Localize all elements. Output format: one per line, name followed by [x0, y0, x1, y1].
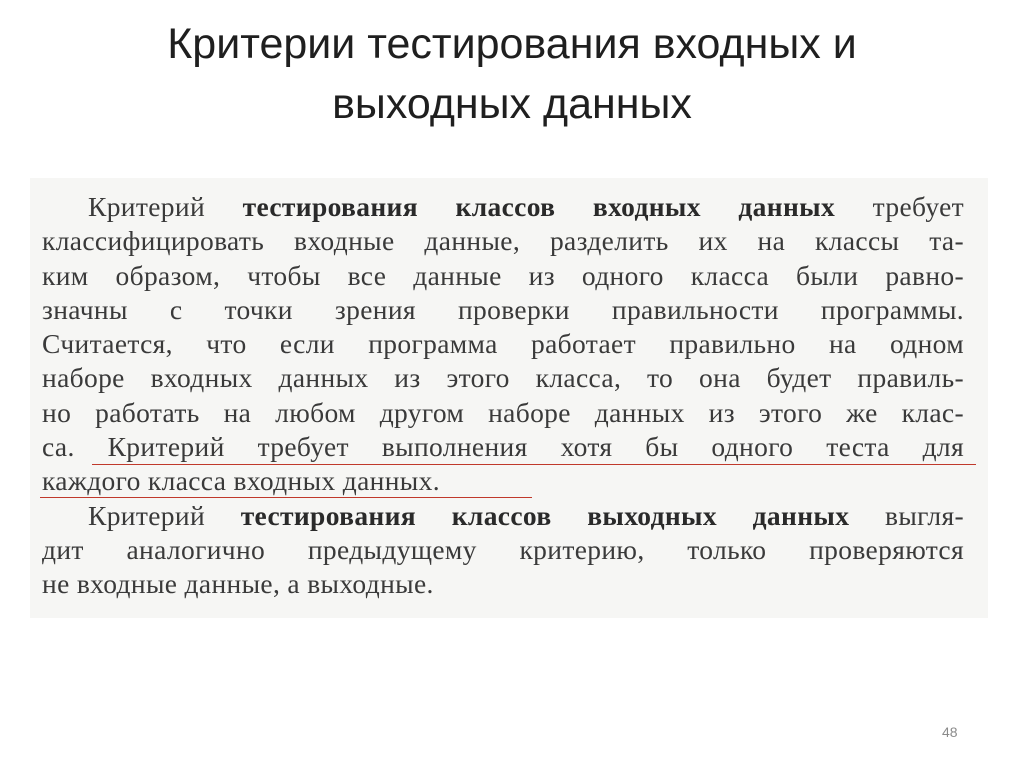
paragraph-1-line-8: са. Критерий требует выполнения хотя бы одного теста для — [42, 431, 964, 463]
scanned-text-block — [42, 190, 964, 602]
slide-title-line-1: Критерии тестирования входных и — [167, 20, 857, 68]
paragraph-2-line-3: не входные данные, а выходные. — [42, 568, 434, 600]
paragraph-2-term: тестирования классов выходных данных — [240, 499, 850, 531]
paragraph-1-line-9: каждого класса входных данных. — [42, 465, 440, 497]
paragraph-1-line-5: Считается, что если программа работает правильно на одном — [42, 328, 964, 360]
red-underline-1 — [92, 464, 976, 465]
paragraph-1-intro: Критерий — [88, 191, 243, 222]
paragraph-2-line-1-end: выгля- — [849, 499, 964, 531]
red-underline-2 — [40, 497, 532, 498]
paragraph-2-intro: Критерий — [88, 499, 241, 531]
slide-title-line-2: выходных данных — [332, 80, 692, 128]
slide-title — [0, 14, 1024, 134]
paragraph-2-line-1 — [42, 499, 964, 533]
paragraph-1-line-3: ким образом, чтобы все данные из одного класса были равно- — [42, 259, 964, 291]
paragraph-1-term: тестирования классов входных данных — [242, 191, 836, 222]
paragraph-1-line-7: но работать на любом другом наборе данных из этого же клас- — [42, 396, 964, 428]
paragraph-2-line-2: дит аналогично предыдущему критерию, только проверяются — [42, 533, 964, 565]
paragraph-1-line-6: наборе входных данных из этого класса, то она будет правиль- — [42, 362, 964, 394]
paragraph-1-line-2: классифицировать входные данные, разделить их на классы та- — [42, 225, 964, 257]
paragraph-1-line-1-end: требует — [835, 191, 964, 222]
page-number: 48 — [942, 724, 958, 740]
paragraph-1-line-1 — [42, 190, 964, 224]
paragraph-1-line-4: значны с точки зрения проверки правильности программы. — [42, 293, 964, 325]
